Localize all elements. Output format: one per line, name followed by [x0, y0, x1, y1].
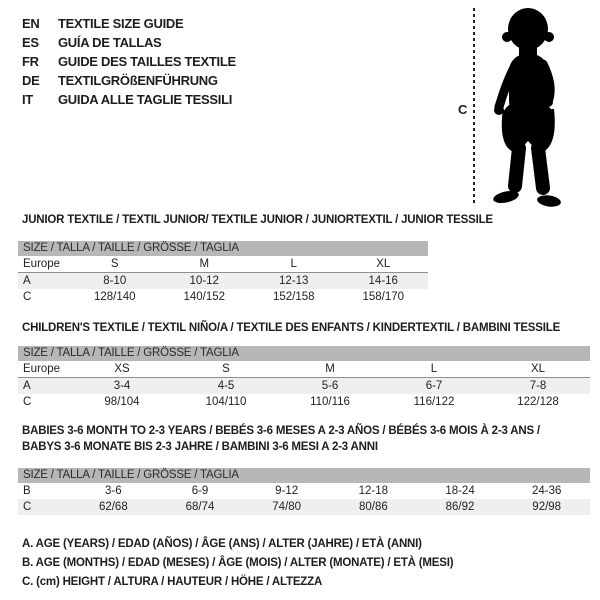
table-title-line: CHILDREN'S TEXTILE / TEXTIL NIÑO/A / TEXTILE DES ENFANTS / KINDERTEXTIL / BAMBINI TESSILE	[22, 322, 561, 334]
size-cell: 80/86	[358, 501, 388, 513]
table-title-line: BABIES 3-6 MONTH TO 2-3 YEARS / BEBÉS 3-6 MESES A 2-3 AÑOS / BÉBÉS 3-6 MOIS À 2-3 ANS /	[22, 425, 540, 437]
language-title: TEXTILGRÖßENFÜHRUNG	[58, 73, 218, 88]
language-row	[22, 90, 236, 109]
language-row	[22, 33, 236, 52]
row-label: Europe	[23, 363, 61, 375]
size-cell: 12-18	[358, 485, 389, 497]
size-cell: 5-6	[321, 380, 339, 392]
language-row	[22, 71, 236, 90]
footnote-line: C. (cm) HEIGHT / ALTURA / HAUTEUR / HÖHE / ALTEZZA	[22, 576, 323, 588]
language-code: IT	[22, 92, 33, 107]
size-cell: 104/110	[205, 396, 247, 408]
size-cell: 9-12	[275, 485, 299, 497]
row-label: A	[23, 380, 31, 392]
size-cell: 4-5	[217, 380, 235, 392]
size-cell: 92/98	[532, 501, 562, 513]
table-row	[18, 289, 428, 305]
table-header-bar: SIZE / TALLA / TAILLE / GRÖSSE / TAGLIA	[18, 468, 590, 483]
size-table-section-2	[18, 320, 590, 410]
row-label: A	[23, 275, 31, 287]
language-code: EN	[22, 16, 40, 31]
size-cell: 74/80	[272, 501, 302, 513]
table-row	[18, 256, 428, 273]
size-cell: 12-13	[279, 275, 309, 287]
size-cell: 128/140	[93, 291, 136, 303]
language-row	[22, 52, 236, 71]
table-row	[18, 483, 590, 499]
language-code: DE	[22, 73, 40, 88]
size-cell: 6-9	[191, 485, 209, 497]
toddler-silhouette-icon	[486, 6, 586, 211]
size-table	[18, 468, 590, 515]
size-cell: 8-10	[103, 275, 127, 287]
size-cell: 116/122	[413, 396, 455, 408]
row-label: C	[23, 396, 32, 408]
language-title: GUIDA ALLE TAGLIE TESSILI	[58, 92, 233, 107]
language-title: TEXTILE SIZE GUIDE	[58, 16, 184, 31]
size-cell: 140/152	[183, 291, 226, 303]
language-row	[22, 14, 236, 33]
size-cell: 152/158	[272, 291, 315, 303]
size-cell: 158/170	[362, 291, 405, 303]
size-cell: S	[110, 258, 119, 270]
size-cell: M	[325, 363, 335, 375]
table-row	[18, 499, 590, 515]
table-row	[18, 361, 590, 378]
size-cell: 110/116	[310, 396, 350, 408]
table-row	[18, 378, 590, 394]
table-title	[18, 320, 590, 336]
size-cell: 122/128	[517, 396, 559, 408]
table-title	[18, 423, 590, 455]
size-cell: 24-36	[531, 485, 562, 497]
size-cell: 62/68	[98, 501, 128, 513]
language-title: GUIDE DES TAILLES TEXTILE	[58, 54, 236, 69]
table-header-bar: SIZE / TALLA / TAILLE / GRÖSSE / TAGLIA	[18, 346, 590, 361]
size-cell: 3-6	[105, 485, 122, 497]
size-cell: 68/74	[185, 501, 215, 513]
size-cell: 14-16	[368, 275, 398, 287]
table-row	[18, 394, 590, 410]
size-cell: 86/92	[445, 501, 475, 513]
table-header-bar: SIZE / TALLA / TAILLE / GRÖSSE / TAGLIA	[18, 241, 428, 256]
size-cell: 6-7	[425, 380, 443, 392]
size-cell: L	[430, 363, 438, 375]
footnotes	[22, 535, 453, 592]
size-table-section-1	[18, 212, 590, 305]
size-cell: S	[222, 363, 230, 375]
row-label: C	[23, 291, 32, 303]
table-title	[18, 212, 590, 228]
size-cell: M	[199, 258, 210, 270]
size-cell: L	[290, 258, 297, 270]
row-label: C	[23, 501, 32, 513]
size-cell: XL	[376, 258, 391, 270]
language-code: FR	[22, 54, 39, 69]
size-cell: XL	[530, 363, 546, 375]
size-cell: 3-4	[113, 380, 131, 392]
height-dashed-line	[473, 8, 475, 204]
language-code: ES	[22, 35, 39, 50]
table-title-line: JUNIOR TEXTILE / TEXTIL JUNIOR/ TEXTILE JUNIOR / JUNIORTEXTIL / JUNIOR TESSILE	[22, 214, 493, 226]
table-title-line: BABYS 3-6 MONATE BIS 2-3 JAHRE / BAMBINI 3-6 MESI A 2-3 ANNI	[22, 441, 378, 453]
size-cell: 7-8	[529, 380, 547, 392]
size-cell: 18-24	[445, 485, 475, 497]
row-label: B	[23, 485, 31, 497]
footnote-line: B. AGE (MONTHS) / EDAD (MESES) / ÂGE (MOIS) / ALTER (MONATE) / ETÀ (MESI)	[22, 557, 454, 569]
size-table	[18, 346, 590, 410]
row-label: Europe	[23, 258, 61, 270]
height-marker-label: C	[458, 102, 468, 117]
size-table	[18, 241, 428, 305]
language-title-list	[22, 14, 236, 109]
language-title: GUÍA DE TALLAS	[58, 35, 162, 50]
size-cell: 10-12	[189, 275, 219, 287]
size-cell: 98/104	[104, 396, 140, 408]
table-row	[18, 273, 428, 289]
size-cell: XS	[114, 363, 130, 375]
footnote-line: A. AGE (YEARS) / EDAD (AÑOS) / ÂGE (ANS) / ALTER (JAHRE) / ETÀ (ANNI)	[22, 538, 422, 550]
size-table-section-3	[18, 423, 590, 515]
